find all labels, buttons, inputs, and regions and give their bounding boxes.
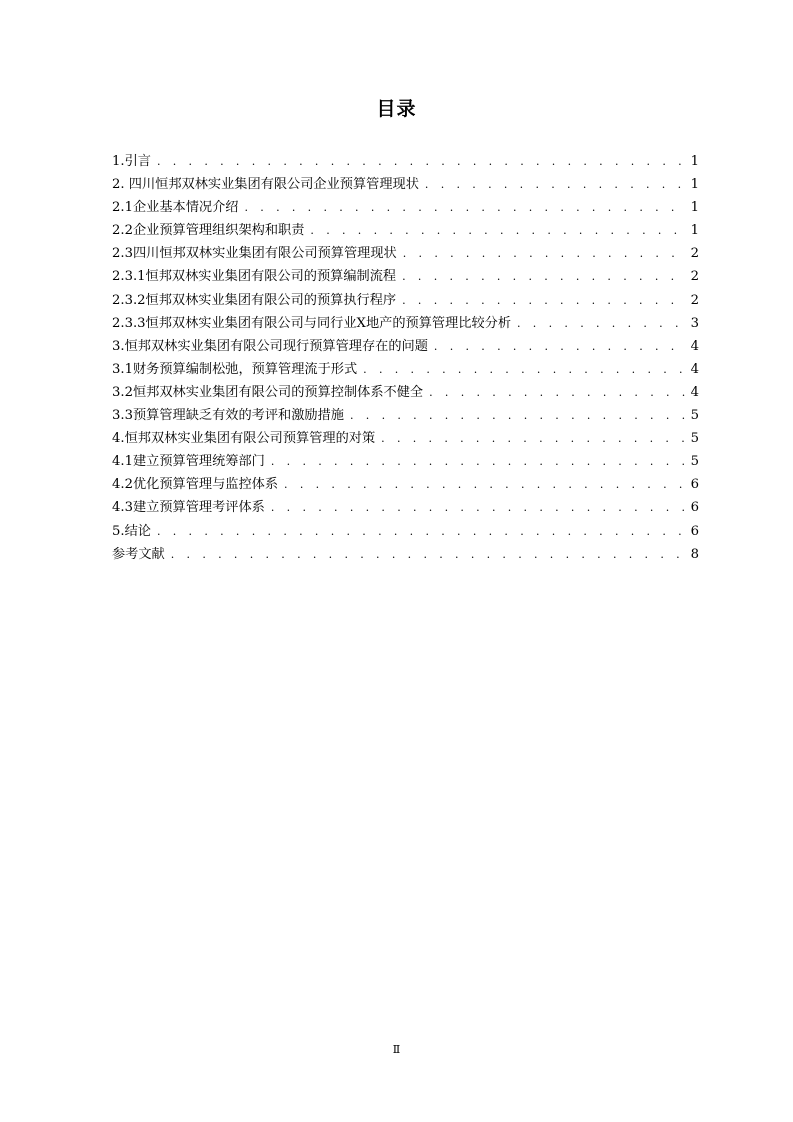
toc-leader-dots (310, 224, 684, 237)
toc-entry-label: 2.3.3恒邦双林实业集团有限公司与同行业X地产的预算管理比较分析 (112, 315, 512, 331)
toc-leader-dots (171, 548, 685, 561)
toc-leader-dots (157, 525, 685, 538)
toc-leader-dots (402, 294, 684, 307)
toc-entry-page: 1 (690, 177, 699, 193)
toc-entry-label: 5.结论 (112, 523, 151, 539)
toc-leader-dots (363, 363, 684, 376)
toc-leader-dots (429, 386, 685, 399)
toc-entry-page: 5 (690, 431, 699, 447)
toc-entry-label: 参考文献 (112, 546, 165, 562)
toc-entry-label: 2.2企业预算管理组织架构和职责 (112, 223, 305, 239)
toc-entry-page: 1 (690, 200, 699, 216)
toc-entry-label: 4.恒邦双林实业集团有限公司预算管理的对策 (112, 431, 376, 447)
toc-entry[interactable] (112, 404, 699, 427)
toc-title: 目录 (376, 98, 417, 120)
toc-entry[interactable] (112, 335, 699, 358)
toc-entry-label: 3.恒邦双林实业集团有限公司现行预算管理存在的问题 (112, 338, 428, 354)
toc-leader-dots (434, 340, 685, 353)
toc-entry-label: 4.3建立预算管理考评体系 (112, 500, 265, 516)
toc-entry-page: 3 (690, 315, 699, 331)
toc-leader-dots (271, 501, 685, 514)
toc-leader-dots (517, 317, 685, 330)
toc-entry-label: 2.3.2恒邦双林实业集团有限公司的预算执行程序 (112, 292, 397, 308)
page-number: Ⅱ (392, 1043, 401, 1056)
toc-entry-label: 1.引言 (112, 154, 151, 169)
toc-entry-page: 5 (690, 454, 699, 470)
toc-entry[interactable] (112, 427, 699, 450)
toc-entry[interactable] (112, 196, 699, 219)
toc-entry[interactable] (112, 496, 699, 519)
toc-entry-label: 3.1财务预算编制松弛，预算管理流于形式 (112, 361, 358, 377)
toc-leader-dots (350, 409, 685, 422)
toc-leader-dots (157, 155, 685, 168)
toc-leader-dots (425, 178, 685, 191)
toc-leader-dots (402, 270, 684, 283)
toc-leader-dots (244, 201, 684, 214)
toc-leader-dots (284, 478, 685, 491)
toc-entry[interactable] (112, 358, 699, 381)
toc-entry-page: 4 (690, 361, 699, 377)
toc-entry[interactable] (112, 312, 699, 335)
toc-entry-page: 1 (690, 154, 699, 169)
toc-entry-label: 3.3预算管理缺乏有效的考评和激励措施 (112, 408, 344, 424)
toc-entry[interactable] (112, 543, 699, 566)
toc-entry-page: 4 (690, 338, 699, 354)
toc-entry-label: 2.3.1恒邦双林实业集团有限公司的预算编制流程 (112, 269, 397, 285)
toc-entry[interactable] (112, 473, 699, 496)
toc-entry-page: 2 (690, 269, 699, 285)
toc-entry-page: 8 (690, 546, 699, 562)
toc-list (112, 150, 699, 566)
toc-entry-page: 6 (690, 500, 699, 516)
toc-leader-dots (403, 247, 685, 260)
toc-entry-page: 1 (690, 223, 699, 239)
toc-entry[interactable] (112, 381, 699, 404)
toc-entry[interactable] (112, 173, 699, 196)
toc-entry-label: 2.1企业基本情况介绍 (112, 200, 239, 216)
toc-entry-label: 2. 四川恒邦双林实业集团有限公司企业预算管理现状 (112, 177, 419, 193)
toc-entry[interactable] (112, 265, 699, 288)
toc-entry[interactable] (112, 289, 699, 312)
toc-entry-page: 2 (690, 292, 699, 308)
toc-entry[interactable] (112, 219, 699, 242)
toc-entry-label: 4.1建立预算管理统筹部门 (112, 454, 265, 470)
toc-entry[interactable] (112, 520, 699, 543)
toc-entry[interactable] (112, 450, 699, 473)
toc-entry[interactable] (112, 150, 699, 173)
toc-entry-page: 6 (690, 477, 699, 493)
toc-entry-page: 6 (690, 523, 699, 539)
toc-leader-dots (271, 455, 685, 468)
toc-leader-dots (381, 432, 684, 445)
toc-entry[interactable] (112, 242, 699, 265)
toc-entry-page: 5 (690, 408, 699, 424)
toc-entry-page: 2 (690, 246, 699, 262)
toc-entry-page: 4 (690, 384, 699, 400)
toc-entry-label: 4.2优化预算管理与监控体系 (112, 477, 279, 493)
toc-entry-label: 3.2恒邦双林实业集团有限公司的预算控制体系不健全 (112, 384, 424, 400)
toc-entry-label: 2.3四川恒邦双林实业集团有限公司预算管理现状 (112, 246, 397, 262)
